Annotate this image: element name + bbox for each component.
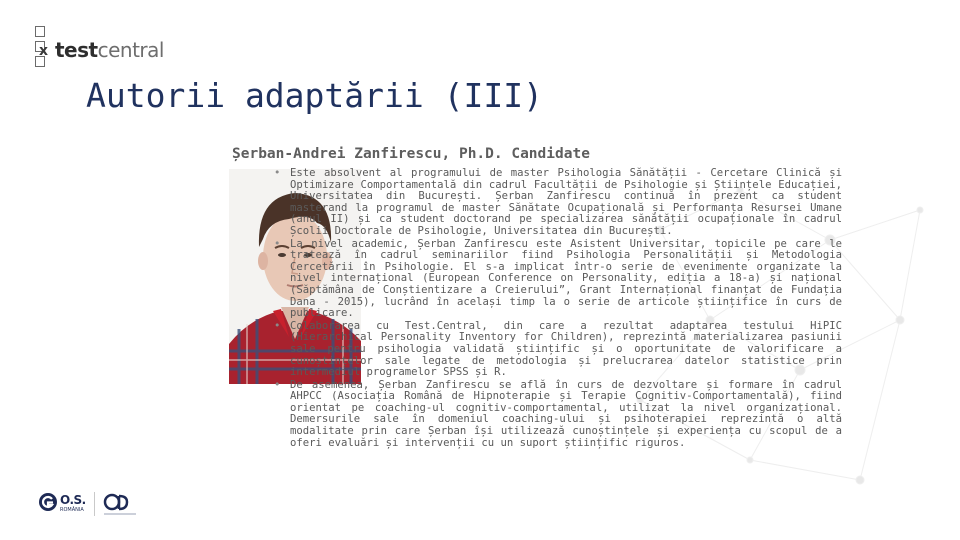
- logo-divider: [94, 492, 95, 516]
- partner-logos: [38, 492, 168, 518]
- os-romania-logo-icon: [38, 492, 58, 512]
- bio-bullet-item: • Este absolvent al programului de master Psihologia Sănătății - Cercetare Clinică și Optimizare Comportamentală din cadrul Facultății de Psihologie și Științele Educației, Universitatea din București. Șerban Zanfirescu continuă în prezent ca student masterand la programul de master Sănătate Ocupațională și Performanța Resursei Umane (anul II) și ca student doctorand pe specializarea sănătății ocupaționale în cadrul Școlii Doctorale de Psihologie, Universitatea din București.: [274, 167, 842, 237]
- os-logo-subtext: ROMÂNIA: [60, 507, 84, 513]
- bio-bullet-item: • Colaborarea cu Test.Central, din care a rezultat adaptarea testului HiPIC (Hierarchical Personality Inventory for Children), reprezintă materializarea pasiunii sale pentru psihologia validată științific și o oportunitate de valorificare a cunoștințelor sale legate de metodologia și prelucrarea datelor statistice prin intermediul programelor SPSS și R.: [274, 319, 842, 379]
- psd-logo-icon: [102, 492, 142, 516]
- bio-bullet-list: [274, 168, 842, 450]
- bio-bullet-item: • De asemenea, Șerban Zanfirescu se află în curs de dezvoltare și formare în cadrul AHPCC (Asociația Română de Hipnoterapie și Terapie Cognitiv-Comportamentală), fiind orientat pe coaching-ul cognitiv-comportamental, utilizat la nivel organizațional. Demersurile sale în domeniul coaching-ului și psihoterapiei reprezintă o altă modalitate prin care Șerban își utilizează cunoștințele și experiența cu scopul de a oferi evaluări și intervenții cu un suport științific riguros.: [274, 378, 842, 449]
- author-name: Șerban-Andrei Zanfirescu, Ph.D. Candidate: [232, 146, 590, 162]
- logo-x-mark: x: [39, 43, 49, 59]
- logo-wordmark: testcentral: [55, 38, 164, 62]
- page-title: Autorii adaptării (III): [86, 76, 543, 115]
- os-logo-text: O.S.: [60, 493, 86, 507]
- bio-bullet-item: • La nivel academic, Șerban Zanfirescu este Asistent Universitar, topicile pe care le tratează în cadrul seminariilor fiind Psihologia Personalității și Metodologia Cercetării în Psihologie. El s-a implicat într-o serie de evenimente organizate la nivel internațional (European Conference on Personality, ediția a 18-a) și național (Săptămâna de Conștientizare a Creierului”, Grant Internațional finanțat de Fundația Dana - 2015), lucrând în același timp la o serie de articole științifice în curs de publicare.: [274, 237, 842, 320]
